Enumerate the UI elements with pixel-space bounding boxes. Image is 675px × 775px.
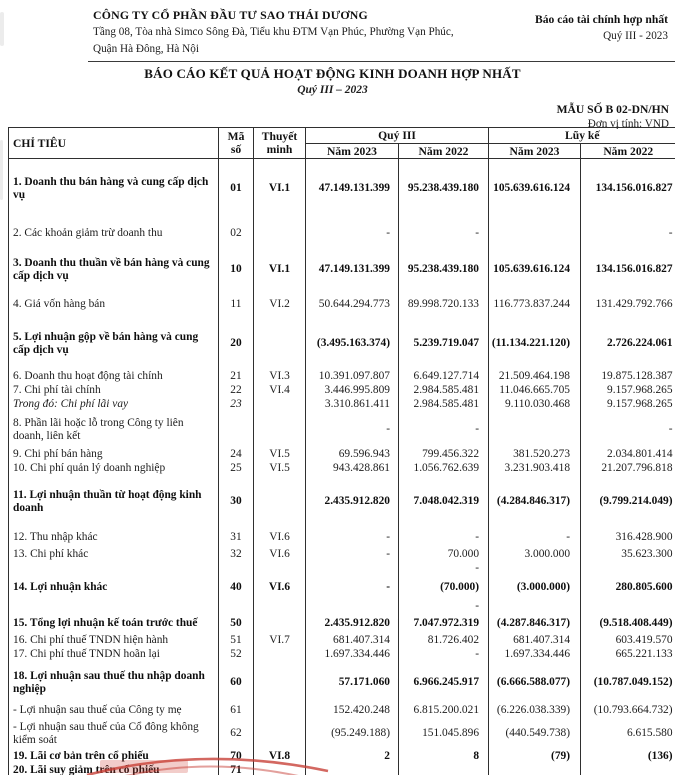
scan-artifact [0, 12, 4, 46]
company-address-line1: Tầng 08, Tòa nhà Simco Sông Đà, Tiểu khu ĐTM Vạn Phúc, Phường Vạn Phúc, [93, 26, 454, 38]
col-group-quarter: Quý III [306, 128, 489, 144]
col-header-criteria: CHỈ TIÊU [9, 128, 219, 159]
value-quarter-2022 [399, 764, 489, 775]
table-spacer-row [9, 562, 675, 576]
value-quarter-2023: 3.446.995.809 [306, 384, 399, 398]
table-row [9, 369, 675, 384]
row-note: VI.5 [254, 448, 306, 462]
value-quarter-2022: 95.238.439.180 [399, 249, 489, 291]
value-quarter-2022: 2.984.585.481 [399, 398, 489, 412]
col-header-cumulative-2022: Năm 2022 [581, 144, 675, 159]
row-label: 5. Lợi nhuận gộp về bán hàng và cung cấp dịch vụ [9, 319, 219, 369]
table-row [9, 291, 675, 319]
value-quarter-2022: 2.984.585.481 [399, 384, 489, 398]
value-quarter-2023: - [306, 412, 399, 448]
row-code: 02 [219, 219, 254, 249]
report-period: Quý III - 2023 [603, 30, 668, 42]
row-label: 4. Giá vốn hàng bán [9, 291, 219, 319]
letterhead-divider [88, 61, 675, 62]
value-quarter-2023: (3.495.163.374) [306, 319, 399, 369]
value-cumulative-2022: 2.726.224.061 [607, 337, 673, 349]
value-quarter-2022: 1.056.762.639 [399, 462, 489, 476]
value-cumulative-2022: 131.429.792.766 [595, 298, 673, 310]
value-cumulative-2022: 6.615.580 [626, 727, 673, 739]
table-row [9, 648, 675, 662]
row-label: 2. Các khoản giảm trừ doanh thu [9, 219, 219, 249]
value-quarter-2022: 89.998.720.133 [399, 291, 489, 319]
value-cumulative-2022: 19.875.128.387 [601, 369, 673, 382]
row-label: - Lợi nhuận sau thuế của Công ty mẹ [9, 704, 219, 718]
row-code: 30 [219, 476, 254, 528]
table-row [9, 319, 675, 369]
table-row [9, 448, 675, 462]
row-note: VI.7 [254, 634, 306, 648]
value-quarter-2022: 5.239.719.047 [399, 319, 489, 369]
value-quarter-2022: 151.045.896 [399, 718, 489, 750]
row-note [254, 398, 306, 412]
value-quarter-2022: - [399, 412, 489, 448]
table-row [9, 528, 675, 548]
table-row [9, 159, 675, 219]
value-cumulative-2022: - [668, 227, 673, 239]
row-label: 7. Chi phí tài chính [9, 384, 219, 398]
row-code: 20 [219, 319, 254, 369]
row-code: 52 [219, 648, 254, 662]
row-note [254, 600, 306, 614]
row-note [254, 219, 306, 249]
row-code: 71 [219, 764, 254, 775]
table-row [9, 548, 675, 562]
letterhead-right [535, 13, 668, 42]
table-spacer-row [9, 600, 675, 614]
value-cumulative-2022: 134.156.016.827 [595, 263, 673, 275]
row-label: Trong đó: Chi phí lãi vay [9, 398, 219, 412]
row-note: VI.8 [254, 750, 306, 764]
value-quarter-2023: 10.391.097.807 [306, 369, 399, 384]
row-note: VI.4 [254, 384, 306, 398]
value-cumulative-2023: 1.697.334.446 [489, 648, 581, 662]
row-code: 32 [219, 548, 254, 562]
value-quarter-2022: 70.000 [399, 548, 489, 562]
col-header-quarter-2023: Năm 2023 [306, 144, 399, 159]
page-subtitle: Quý III – 2023 [297, 84, 368, 96]
row-label [9, 562, 219, 576]
value-quarter-2022: 6.966.245.917 [399, 662, 489, 704]
table-header [9, 128, 675, 159]
col-header-code-line2: số [230, 143, 242, 156]
value-cumulative-2022: 21.207.796.818 [601, 462, 673, 474]
row-note [254, 614, 306, 634]
row-label: 8. Phần lãi hoặc lỗ trong Công ty liên doanh, liên kết [9, 412, 219, 448]
value-quarter-2022: 81.726.402 [399, 634, 489, 648]
value-quarter-2022: 6.815.200.021 [399, 704, 489, 718]
value-quarter-2023: 2.435.912.820 [306, 476, 399, 528]
col-header-note-line1: Thuyết [261, 130, 298, 143]
row-label: 12. Thu nhập khác [9, 528, 219, 548]
value-cumulative-2022: 9.157.968.265 [607, 384, 673, 396]
table-row [9, 412, 675, 448]
value-quarter-2023: 47.149.131.399 [306, 249, 399, 291]
value-quarter-2023: (95.249.188) [306, 718, 399, 750]
table-row [9, 476, 675, 528]
value-cumulative-2023 [489, 764, 581, 775]
row-note: VI.6 [254, 548, 306, 562]
row-label: 14. Lợi nhuận khác [9, 576, 219, 600]
value-cumulative-2022: 9.157.968.265 [607, 398, 673, 410]
value-cumulative-2023 [489, 562, 581, 576]
row-code: 23 [219, 398, 254, 412]
table-row [9, 662, 675, 704]
scan-artifact [0, 140, 3, 200]
row-code: 50 [219, 614, 254, 634]
col-group-cumulative: Lũy kế [489, 128, 675, 144]
value-cumulative-2022: (9.518.408.449) [599, 617, 673, 629]
value-cumulative-2022: (10.793.664.732) [593, 704, 673, 716]
value-cumulative-2022: 316.428.900 [615, 531, 673, 543]
value-quarter-2023: 50.644.294.773 [306, 291, 399, 319]
col-header-note [254, 128, 306, 159]
value-quarter-2023: - [306, 528, 399, 548]
row-note [254, 662, 306, 704]
value-cumulative-2023: (4.284.846.317) [489, 476, 581, 528]
row-note: VI.1 [254, 249, 306, 291]
col-header-code [219, 128, 254, 159]
row-label: 13. Chi phí khác [9, 548, 219, 562]
table-row [9, 384, 675, 398]
value-cumulative-2022: 2.034.801.414 [607, 448, 673, 460]
page-title: BÁO CÁO KẾT QUẢ HOẠT ĐỘNG KINH DOANH HỢP NHẤT [144, 66, 521, 81]
row-note [254, 562, 306, 576]
col-header-code-line1: Mã [227, 130, 245, 143]
value-cumulative-2023: - [489, 528, 581, 548]
value-quarter-2022: 8 [399, 750, 489, 764]
value-cumulative-2022 [581, 600, 675, 614]
value-cumulative-2023: 9.110.030.468 [489, 398, 581, 412]
value-quarter-2023: 943.428.861 [306, 462, 399, 476]
value-cumulative-2022: 35.623.300 [621, 548, 673, 560]
income-statement-table [8, 127, 675, 775]
row-label: 10. Chi phí quản lý doanh nghiệp [9, 462, 219, 476]
value-quarter-2023 [306, 600, 399, 614]
table-row [9, 576, 675, 600]
row-note: VI.1 [254, 159, 306, 219]
row-code: 60 [219, 662, 254, 704]
value-quarter-2023: - [306, 548, 399, 562]
value-quarter-2023: 152.420.248 [306, 704, 399, 718]
row-label: 15. Tổng lợi nhuận kế toán trước thuế [9, 614, 219, 634]
value-cumulative-2023: 3.231.903.418 [489, 462, 581, 476]
row-code: 70 [219, 750, 254, 764]
value-quarter-2023: - [306, 219, 399, 249]
value-cumulative-2023: 105.639.616.124 [489, 159, 581, 219]
value-cumulative-2022: (9.799.214.049) [599, 495, 673, 507]
value-cumulative-2022: 665.221.133 [615, 648, 673, 660]
row-note: VI.3 [254, 369, 306, 384]
value-cumulative-2023: 105.639.616.124 [489, 249, 581, 291]
value-quarter-2023: 2 [306, 750, 399, 764]
table-row [9, 634, 675, 648]
value-cumulative-2022: (136) [647, 750, 673, 762]
letterhead-left [93, 8, 523, 56]
form-number: MẪU SỐ B 02-DN/HN [556, 103, 669, 116]
value-cumulative-2023: (4.287.846.317) [489, 614, 581, 634]
row-code [219, 562, 254, 576]
value-cumulative-2022: 134.156.016.827 [595, 182, 673, 195]
row-note: VI.5 [254, 462, 306, 476]
row-code: 24 [219, 448, 254, 462]
value-cumulative-2022: (10.787.049.152) [593, 676, 673, 688]
value-quarter-2022: - [399, 562, 489, 576]
row-label: 16. Chi phí thuế TNDN hiện hành [9, 634, 219, 648]
value-quarter-2022: (70.000) [399, 576, 489, 600]
company-name: CÔNG TY CỔ PHẦN ĐẦU TƯ SAO THÁI DƯƠNG [93, 8, 368, 22]
value-quarter-2023: 69.596.943 [306, 448, 399, 462]
row-label: 20. Lãi suy giảm trên cổ phiếu [9, 764, 219, 775]
value-cumulative-2023: 3.000.000 [489, 548, 581, 562]
value-quarter-2022: - [399, 528, 489, 548]
value-quarter-2023: 2.435.912.820 [306, 614, 399, 634]
row-code: 01 [219, 159, 254, 219]
row-note [254, 319, 306, 369]
value-cumulative-2022: 603.419.570 [615, 634, 673, 646]
value-quarter-2022: 799.456.322 [399, 448, 489, 462]
value-quarter-2022: 7.047.972.319 [399, 614, 489, 634]
row-code: 61 [219, 704, 254, 718]
row-label: 1. Doanh thu bán hàng và cung cấp dịch vụ [9, 159, 219, 219]
value-cumulative-2023: 116.773.837.244 [489, 291, 581, 319]
value-quarter-2023 [306, 764, 399, 775]
company-address-line2: Quận Hà Đông, Hà Nội [93, 42, 199, 55]
row-code: 31 [219, 528, 254, 548]
table-row [9, 462, 675, 476]
row-note [254, 648, 306, 662]
value-quarter-2023: - [306, 576, 399, 600]
seal-ink-overlap [100, 760, 188, 773]
value-cumulative-2023: 681.407.314 [489, 634, 581, 648]
row-note [254, 476, 306, 528]
value-cumulative-2023: 11.046.665.705 [489, 384, 581, 398]
row-note: VI.2 [254, 291, 306, 319]
table-row [9, 614, 675, 634]
row-code [219, 600, 254, 614]
row-label: 19. Lãi cơ bản trên cổ phiếu [9, 750, 219, 764]
row-code: 51 [219, 634, 254, 648]
value-cumulative-2022 [581, 764, 675, 775]
row-note [254, 764, 306, 775]
value-cumulative-2023: (6.226.038.339) [489, 704, 581, 718]
value-cumulative-2022 [581, 562, 675, 576]
row-note: VI.6 [254, 528, 306, 548]
value-quarter-2023: 1.697.334.446 [306, 648, 399, 662]
value-quarter-2022: - [399, 600, 489, 614]
col-header-note-line2: minh [266, 143, 293, 156]
value-cumulative-2023 [489, 219, 581, 249]
row-code: 21 [219, 369, 254, 384]
row-label: 11. Lợi nhuận thuần từ hoạt động kinh doanh [9, 476, 219, 528]
value-quarter-2023: 57.171.060 [306, 662, 399, 704]
value-cumulative-2023: (79) [489, 750, 581, 764]
table-row [9, 249, 675, 291]
value-cumulative-2022: 280.805.600 [615, 581, 673, 593]
row-code: 25 [219, 462, 254, 476]
row-note [254, 718, 306, 750]
value-quarter-2022: 7.048.042.319 [399, 476, 489, 528]
value-quarter-2023: 681.407.314 [306, 634, 399, 648]
table-row [9, 704, 675, 718]
value-cumulative-2023 [489, 412, 581, 448]
value-cumulative-2023: (3.000.000) [489, 576, 581, 600]
table-row [9, 718, 675, 750]
row-label: 9. Chi phí bán hàng [9, 448, 219, 462]
row-label: 6. Doanh thu hoạt động tài chính [9, 369, 219, 384]
currency-unit: Đơn vị tính: VND [587, 118, 669, 130]
value-quarter-2022: 6.649.127.714 [399, 369, 489, 384]
value-cumulative-2023: (440.549.738) [489, 718, 581, 750]
value-quarter-2023: 47.149.131.399 [306, 159, 399, 219]
row-code: 62 [219, 718, 254, 750]
value-quarter-2022: - [399, 648, 489, 662]
row-note [254, 704, 306, 718]
value-cumulative-2023: 21.509.464.198 [489, 369, 581, 384]
row-label [9, 600, 219, 614]
value-cumulative-2023: (11.134.221.120) [489, 319, 581, 369]
row-label: 17. Chi phí thuế TNDN hoãn lại [9, 648, 219, 662]
row-code [219, 412, 254, 448]
row-note [254, 412, 306, 448]
value-quarter-2022: 95.238.439.180 [399, 159, 489, 219]
row-label: 3. Doanh thu thuần về bán hàng và cung cấp dịch vụ [9, 249, 219, 291]
row-note: VI.6 [254, 576, 306, 600]
row-label: 18. Lợi nhuận sau thuế thu nhập doanh nghiệp [9, 662, 219, 704]
row-code: 10 [219, 249, 254, 291]
value-cumulative-2023: 381.520.273 [489, 448, 581, 462]
row-label: - Lợi nhuận sau thuế của Cổ đông không kiểm soát [9, 718, 219, 750]
row-code: 11 [219, 291, 254, 319]
value-cumulative-2023 [489, 600, 581, 614]
row-code: 40 [219, 576, 254, 600]
value-cumulative-2022: - [668, 423, 673, 435]
row-code: 22 [219, 384, 254, 398]
value-quarter-2023 [306, 562, 399, 576]
value-quarter-2023: 3.310.861.411 [306, 398, 399, 412]
table-body [9, 159, 675, 775]
col-header-quarter-2022: Năm 2022 [399, 144, 489, 159]
table-row [9, 219, 675, 249]
value-cumulative-2023: (6.666.588.077) [489, 662, 581, 704]
report-type: Báo cáo tài chính hợp nhất [534, 13, 668, 26]
table-row [9, 398, 675, 412]
col-header-cumulative-2023: Năm 2023 [489, 144, 581, 159]
value-quarter-2022: - [399, 219, 489, 249]
